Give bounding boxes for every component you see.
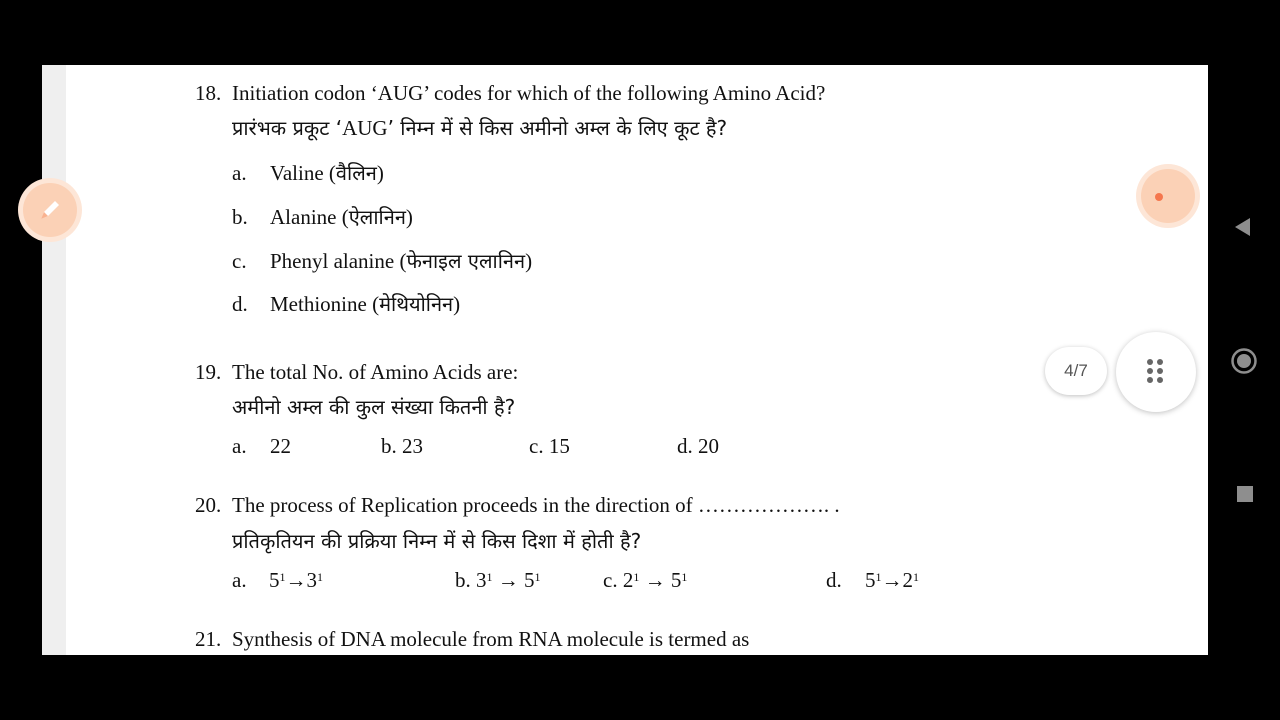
record-dot-icon bbox=[1155, 193, 1163, 201]
back-triangle-icon[interactable] bbox=[1233, 217, 1253, 237]
option-text: Valine (वैलिन) bbox=[270, 161, 384, 185]
home-circle-icon[interactable] bbox=[1230, 347, 1258, 375]
question-text-hi: अमीनो अम्ल की कुल संख्या कितनी है? bbox=[232, 395, 516, 419]
option-letter: a. bbox=[232, 568, 247, 592]
page-indicator: 4/7 bbox=[1045, 347, 1107, 395]
option-text: b. $3^1 \to 5^1$ bbox=[455, 568, 541, 592]
quick-action-button[interactable] bbox=[1141, 169, 1195, 223]
question-text-hi: प्रारंभक प्रकूट ‘AUG’ निम्न में से किस अमीनो अम्ल के लिए कूट है? bbox=[232, 116, 728, 140]
page-margin-strip bbox=[42, 65, 66, 655]
question-number: 19. bbox=[195, 360, 222, 384]
question-text-en: Initiation codon ‘AUG’ codes for which of the following Amino Acid? bbox=[232, 81, 826, 105]
option-letter: d. bbox=[232, 292, 248, 316]
recents-square-icon[interactable] bbox=[1236, 485, 1254, 503]
option-text: Phenyl alanine (फेनाइल एलानिन) bbox=[270, 249, 533, 273]
option-text: c. 15 bbox=[529, 434, 570, 458]
option-letter: a. bbox=[232, 434, 247, 458]
option-text: $5^1\to 3^1$ bbox=[269, 568, 323, 592]
option-text: d. 20 bbox=[677, 434, 719, 458]
page-grid-button[interactable] bbox=[1116, 332, 1196, 412]
option-text: Methionine (मेथियोनिन) bbox=[270, 292, 461, 316]
question-number: 21. bbox=[195, 627, 222, 651]
option-text: Alanine (ऐलानिन) bbox=[270, 205, 413, 229]
option-letter: a. bbox=[232, 161, 247, 185]
option-text: c. $2^1 \to 5^1$ bbox=[603, 568, 688, 592]
option-text: $5^1\to 2^1$ bbox=[865, 568, 919, 592]
document-page[interactable] bbox=[42, 65, 1208, 655]
option-letter: c. bbox=[232, 249, 247, 273]
question-text-en: The process of Replication proceeds in the direction of ………………. . bbox=[232, 493, 840, 517]
option-text: b. 23 bbox=[381, 434, 423, 458]
question-number: 18. bbox=[195, 81, 222, 105]
grid-dots-icon bbox=[1147, 359, 1163, 383]
question-text-hi: प्रतिकृतियन की प्रक्रिया निम्न में से किस दिशा में होती है? bbox=[232, 529, 642, 553]
question-number: 20. bbox=[195, 493, 222, 517]
pencil-icon bbox=[37, 197, 63, 223]
question-text-en: The total No. of Amino Acids are: bbox=[232, 360, 519, 384]
annotate-button[interactable] bbox=[23, 183, 77, 237]
option-text: 22 bbox=[270, 434, 291, 458]
question-text-en: Synthesis of DNA molecule from RNA molecule is termed as bbox=[232, 627, 750, 651]
option-letter: b. bbox=[232, 205, 248, 229]
option-letter: d. bbox=[826, 568, 842, 592]
